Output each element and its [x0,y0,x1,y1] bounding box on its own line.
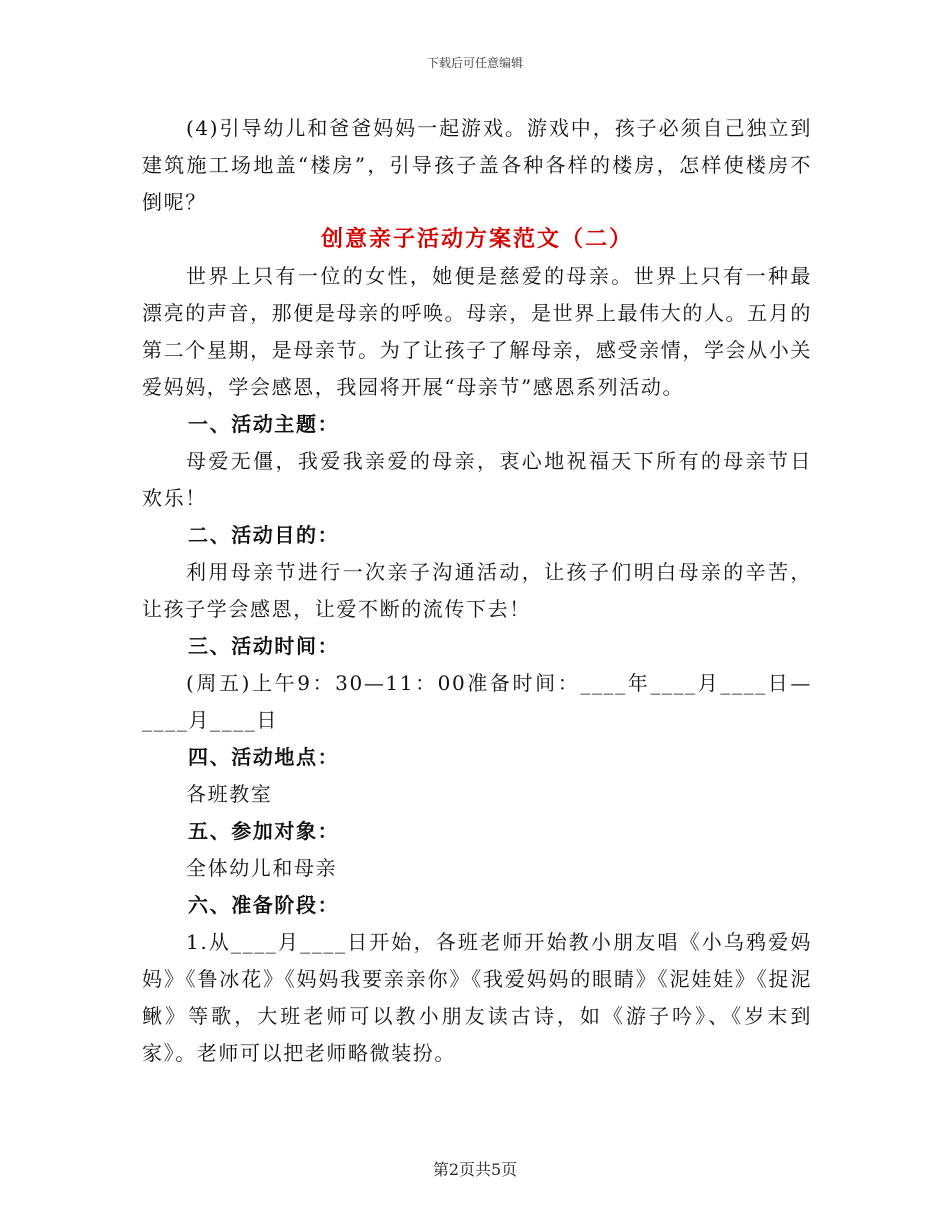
heading-activity-location: 四、活动地点： [188,745,340,769]
page-footer: 第2页共5页 [432,1160,518,1179]
paragraph-intro: 世界上只有一位的女性，她便是慈爱的母亲。世界上只有一种最漂亮的声音，那便是母亲的呼唤。母亲，是世界上最伟大的人。五月的第二个星期，是母亲节。为了让孩子了解母亲，感受亲情，学会从小关爱妈妈，学会感恩，我园将开展“母亲节”感恩系列活动。 [142,264,812,399]
document-body [142,110,812,1072]
page-header: 下载后可任意编辑 [426,56,523,70]
heading-activity-purpose: 二、活动目的： [188,523,340,547]
paragraph-game-guidance: (4)引导幼儿和爸爸妈妈一起游戏。游戏中，孩子必须自己独立到建筑施工场地盖“楼房”，引导孩子盖各种各样的楼房，怎样使楼房不倒呢？ [142,116,812,214]
heading-participants: 五、参加对象： [188,819,340,843]
heading-activity-theme: 一、活动主题： [188,412,340,436]
paragraph-preparation: 1.从____月____日开始，各班老师开始教小朋友唱《小乌鸦爱妈妈》《鲁冰花》《妈妈我要亲亲你》《我爱妈妈的眼睛》《泥娃娃》《捉泥鳅》等歌，大班老师可以教小朋友读古诗，如《游子吟》、《岁末到家》。老师可以把老师略微装扮。 [142,930,812,1065]
heading-preparation: 六、准备阶段： [188,893,340,917]
paragraph-participants: 全体幼儿和母亲 [186,856,338,880]
paragraph-activity-purpose: 利用母亲节进行一次亲子沟通活动，让孩子们明白母亲的辛苦，让孩子学会感恩，让爱不断的流传下去！ [142,560,812,621]
paragraph-activity-theme: 母爱无僵，我爱我亲爱的母亲，衷心地祝福天下所有的母亲节日欢乐！ [142,449,812,510]
section-title: 创意亲子活动方案范文（二） [320,226,633,252]
paragraph-activity-time: (周五)上午9：30—11：00准备时间：____年____月____日—____月____日 [142,671,812,732]
paragraph-activity-location: 各班教室 [186,782,273,806]
heading-activity-time: 三、活动时间： [188,634,340,658]
